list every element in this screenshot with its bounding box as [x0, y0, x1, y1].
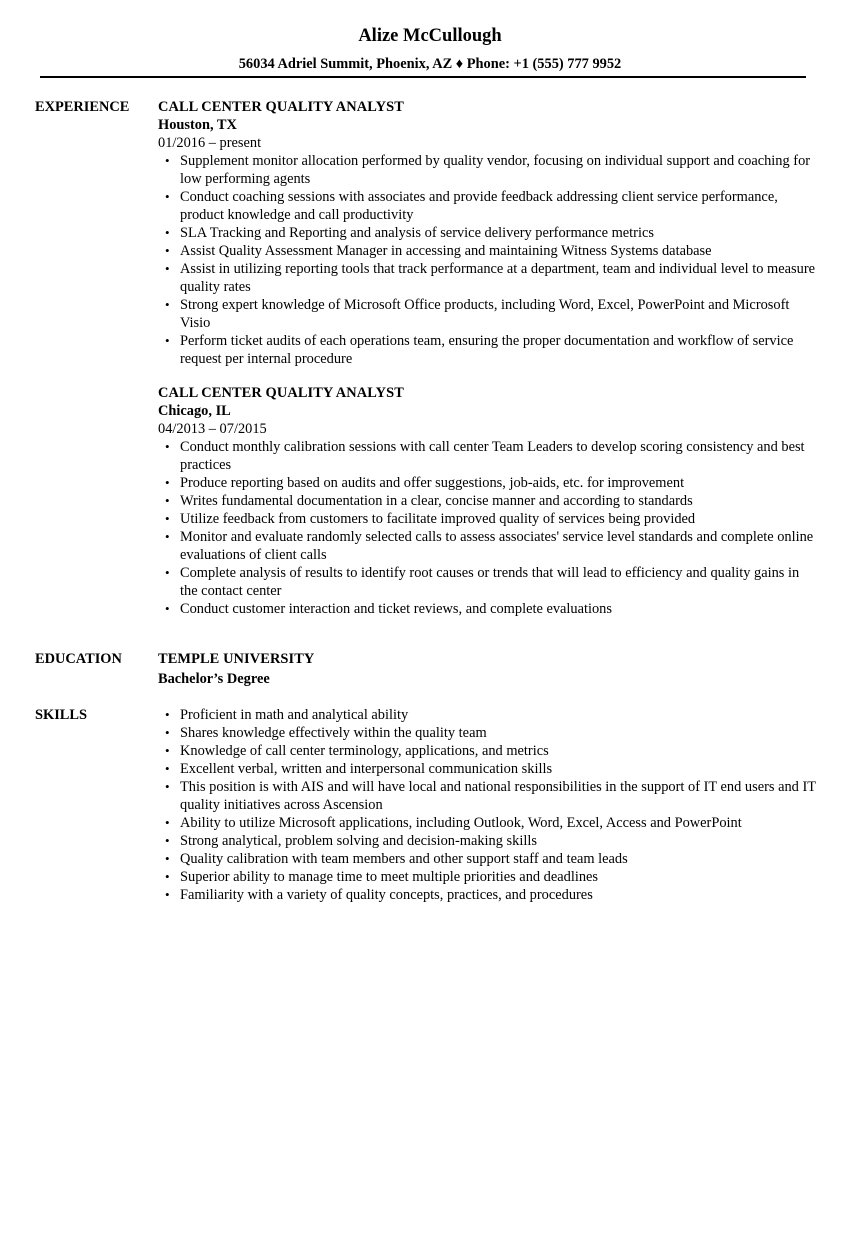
- bullet-item: • Complete analysis of results to identify root causes or trends that will lead to efficiency and quality gains in the contact center: [180, 564, 818, 600]
- section-title-experience: EXPERIENCE: [35, 99, 130, 115]
- job-dates: 01/2016 – present: [158, 135, 262, 151]
- job-entry: [158, 384, 818, 618]
- bullet-item: • Supplement monitor allocation performed by quality vendor, focusing on individual support and coaching for low performing agents: [180, 152, 818, 188]
- job-bullets: [158, 152, 818, 368]
- skills-list: [158, 706, 818, 904]
- skill-item: • Knowledge of call center terminology, applications, and metrics: [180, 742, 818, 760]
- section-title-education: EDUCATION: [35, 651, 122, 667]
- skills-body: [158, 706, 818, 904]
- bullet-item: • Conduct customer interaction and ticket reviews, and complete evaluations: [180, 600, 818, 618]
- job-title: CALL CENTER QUALITY ANALYST: [158, 99, 404, 115]
- bullet-item: • Utilize feedback from customers to facilitate improved quality of services being provided: [180, 510, 818, 528]
- skill-item: • Ability to utilize Microsoft applications, including Outlook, Word, Excel, Access and PowerPoint: [180, 814, 818, 832]
- skill-item: • Superior ability to manage time to meet multiple priorities and deadlines: [180, 868, 818, 886]
- skill-item: • Proficient in math and analytical ability: [180, 706, 818, 724]
- bullet-item: • Assist Quality Assessment Manager in accessing and maintaining Witness Systems database: [180, 242, 818, 260]
- experience-body: [158, 98, 818, 634]
- skill-item: • This position is with AIS and will have local and national responsibilities in the support of IT end users and IT quality initiatives across Ascension: [180, 778, 818, 814]
- job-dates: 04/2013 – 07/2015: [158, 421, 267, 437]
- candidate-name: Alize McCullough: [358, 26, 502, 46]
- bullet-item: • Strong expert knowledge of Microsoft Office products, including Word, Excel, PowerPoint and Microsoft Visio: [180, 296, 818, 332]
- header-divider: [40, 76, 806, 78]
- job-location: Chicago, IL: [158, 403, 231, 419]
- school-name: TEMPLE UNIVERSITY: [158, 651, 315, 667]
- skill-item: • Familiarity with a variety of quality concepts, practices, and procedures: [180, 886, 818, 904]
- degree: Bachelor’s Degree: [158, 671, 270, 687]
- job-title: CALL CENTER QUALITY ANALYST: [158, 385, 404, 401]
- job-bullets: [158, 438, 818, 618]
- bullet-item: • Assist in utilizing reporting tools that track performance at a department, team and individual level to measure quality rates: [180, 260, 818, 296]
- job-entry: [158, 98, 818, 368]
- bullet-item: • Produce reporting based on audits and offer suggestions, job-aids, etc. for improvement: [180, 474, 818, 492]
- bullet-item: • Monitor and evaluate randomly selected calls to assess associates' service level standards and complete online evaluations of client calls: [180, 528, 818, 564]
- bullet-item: • SLA Tracking and Reporting and analysis of service delivery performance metrics: [180, 224, 818, 242]
- skill-item: • Strong analytical, problem solving and decision-making skills: [180, 832, 818, 850]
- job-location: Houston, TX: [158, 117, 237, 133]
- skill-item: • Shares knowledge effectively within the quality team: [180, 724, 818, 742]
- skill-item: • Quality calibration with team members and other support staff and team leads: [180, 850, 818, 868]
- resume-header: [0, 24, 860, 73]
- contact-line: 56034 Adriel Summit, Phoenix, AZ ♦ Phone: +1 (555) 777 9952: [238, 56, 622, 72]
- bullet-item: • Writes fundamental documentation in a clear, concise manner and according to standards: [180, 492, 818, 510]
- bullet-item: • Conduct coaching sessions with associates and provide feedback addressing client service performance, product knowledge and call productivity: [180, 188, 818, 224]
- skill-item: • Excellent verbal, written and interpersonal communication skills: [180, 760, 818, 778]
- bullet-item: • Conduct monthly calibration sessions with call center Team Leaders to develop scoring consistency and best practices: [180, 438, 818, 474]
- bullet-item: • Perform ticket audits of each operations team, ensuring the proper documentation and workflow of service request per internal procedure: [180, 332, 818, 368]
- section-title-skills: SKILLS: [35, 707, 87, 723]
- education-body: [158, 650, 818, 688]
